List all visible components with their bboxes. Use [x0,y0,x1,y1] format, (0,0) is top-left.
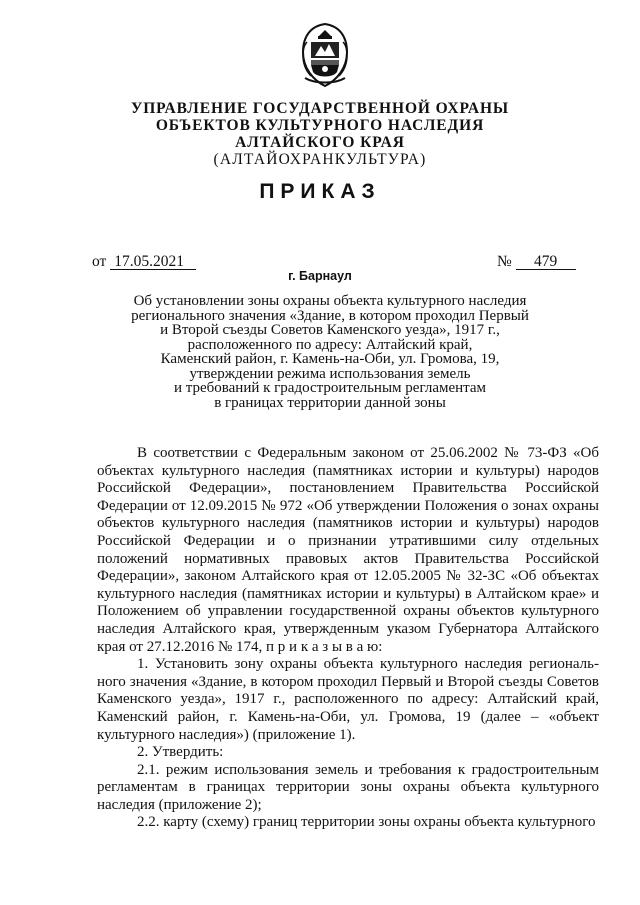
order-date: 17.05.2021 [110,255,196,270]
subject-line: в границах территории данной зоны [214,394,446,411]
subject-line: регионального значения «Здание, в котором проходил Первый [131,307,529,324]
subject-line: и требований к градостроительным регламентам [173,380,487,396]
item-2-2-paragraph: 2.2. карту (схему) границ территории зоны охраны объекта культурного [137,814,596,831]
city-label: г. Барнаул [288,269,352,283]
item-1-paragraph: 1. Установить зону охраны объекта культурного наследия региональ-ного значения «Здание, в котором проходил Первый и Второй съезды Советов Каменского уезда», 1917 г., расположенного по адресу: Алтайский край, Каменский район, г. Камень-на-Оби, ул. Громова, 19 (далее – «объект культурного наследия») (приложение 1). [97,656,599,743]
number-prefix: № [497,253,512,270]
org-line-2: ОБЪЕКТОВ КУЛЬТУРНОГО НАСЛЕДИЯ [155,117,485,134]
org-line-3: АЛТАЙСКОГО КРАЯ [235,134,405,151]
document-title: ПРИКАЗ [259,180,381,203]
preamble-paragraph: В соответствии с Федеральным законом от 25.06.2002 № 73-ФЗ «Об объектах культурного наследия (памятниках истории и культуры) народов Российской Федерации», постановлением Правительства Российской Федерации от 12.09.2015 № 972 «Об утверждении Положения о зонах охраны объектов культурного наследия (памятников истории и культуры) народов Российской Федерации и о признании утратившими силу отдельных положений нормативных правовых актов Правительства Российской Федерации», законом Алтайского края от 12.05.2005 № 32-ЗС «Об объектах культурного наследия (памятниках истории и культуры) в Алтайском крае» и Положением об управлении государственной охраны объектов культурного наследия Алтайского края, утвержденным указом Губернатора Алтайского края от 27.12.2016 № 174, п р и к а з ы в а ю: [97,445,599,655]
date-prefix: от [92,253,107,270]
order-subject [100,294,560,410]
subject-line: расположенного по адресу: Алтайский край, [187,336,473,353]
org-short-name: (АЛТАЙОХРАНКУЛЬТУРА) [213,151,427,168]
order-body [97,445,599,832]
subject-line: и Второй съезды Советов Каменского уезда», 1917 г., [160,322,500,338]
item-2-paragraph: 2. Утвердить: [137,744,224,761]
subject-line: Каменский район, г. Камень-на-Оби, ул. Громова, 19, [160,351,500,367]
subject-line: Об установлении зоны охраны объекта культурного наследия [133,293,527,309]
organization-header [0,100,640,168]
subject-line: утверждении режима использования земель [189,365,471,382]
coat-of-arms-emblem [297,22,353,88]
order-number: 479 [516,255,576,270]
org-line-1: УПРАВЛЕНИЕ ГОСУДАРСТВЕННОЙ ОХРАНЫ [130,100,510,117]
item-2-1-paragraph: 2.1. режим использования земель и требования к градостроительным регламентам в границах территории зоны охраны объекта культурного наследия (приложение 2); [97,761,599,813]
